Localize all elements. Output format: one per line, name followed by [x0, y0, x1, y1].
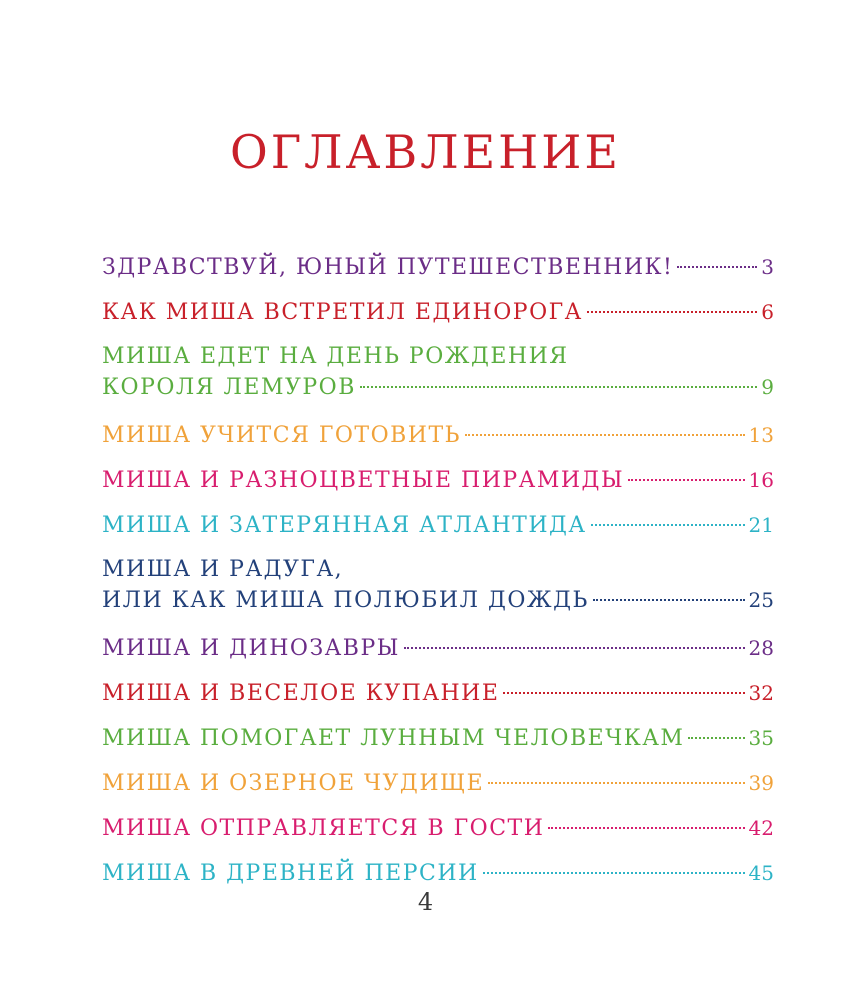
- toc-entry-row: [102, 297, 774, 328]
- toc-entry-title-line1: МИША ЕДЕТ НА ДЕНЬ РОЖДЕНИЯ: [102, 344, 569, 369]
- toc-entry[interactable]: [102, 633, 774, 664]
- toc-entry-title: МИША И ЗАТЕРЯННАЯ АТЛАНТИДА: [102, 513, 587, 538]
- toc-entry-row: [102, 723, 774, 754]
- toc-entry-title: МИША И ВЕСЕЛОЕ КУПАНИЕ: [102, 681, 500, 706]
- toc-entry-row: [102, 678, 774, 709]
- toc-entry-title: МИША УЧИТСЯ ГОТОВИТЬ: [102, 423, 461, 448]
- dot-leader: [548, 827, 744, 829]
- dot-leader: [688, 737, 744, 739]
- toc-entry-page-number: 13: [748, 423, 774, 447]
- toc-entry-row: [102, 372, 774, 403]
- toc-entry-page-number: 21: [748, 513, 774, 537]
- toc-entry-row: [102, 465, 774, 496]
- toc-entry-page-number: 9: [761, 375, 774, 399]
- toc-entry-title: КАК МИША ВСТРЕТИЛ ЕДИНОРОГА: [102, 300, 583, 325]
- dot-leader: [465, 434, 745, 436]
- toc-entry-title-line1: МИША И РАДУГА,: [102, 557, 344, 582]
- toc-entry-page-number: 45: [748, 861, 774, 885]
- toc-entry[interactable]: [102, 297, 774, 328]
- toc-entry[interactable]: [102, 723, 774, 754]
- toc-entry[interactable]: [102, 858, 774, 889]
- toc-entry-page-number: 3: [761, 255, 774, 279]
- toc-entry-title: МИША ОТПРАВЛЯЕТСЯ В ГОСТИ: [102, 816, 545, 841]
- toc-entry-row: [102, 420, 774, 451]
- toc-entry[interactable]: [102, 342, 774, 403]
- toc-entry[interactable]: [102, 768, 774, 799]
- dot-leader: [587, 311, 757, 313]
- toc-entry[interactable]: [102, 252, 774, 283]
- toc-entry-row: [102, 633, 774, 664]
- dot-leader: [677, 266, 757, 268]
- toc-entry-page-number: 39: [748, 771, 774, 795]
- toc-entry-row: [102, 813, 774, 844]
- dot-leader: [404, 647, 745, 649]
- toc-entry-page-number: 42: [748, 816, 774, 840]
- toc-entry-title: МИША ПОМОГАЕТ ЛУННЫМ ЧЕЛОВЕЧКАМ: [102, 726, 685, 751]
- page-number: 4: [417, 888, 434, 916]
- page-title: ОГЛАВЛЕНИЕ: [230, 125, 621, 179]
- toc-entry-page-number: 25: [748, 588, 774, 612]
- dot-leader: [591, 524, 745, 526]
- toc-entry[interactable]: [102, 510, 774, 541]
- toc-entry-row: [102, 510, 774, 541]
- toc-entry-title: МИША И ДИНОЗАВРЫ: [102, 636, 400, 661]
- toc-entry-row: [102, 585, 774, 616]
- toc-entry[interactable]: [102, 813, 774, 844]
- toc-entry[interactable]: [102, 678, 774, 709]
- dot-leader: [628, 479, 744, 481]
- toc-entry-row: [102, 252, 774, 283]
- toc-entry-page-number: 32: [748, 681, 774, 705]
- dot-leader: [503, 692, 744, 694]
- toc-entry-page-number: 6: [761, 300, 774, 324]
- toc-entry-title: ИЛИ КАК МИША ПОЛЮБИЛ ДОЖДЬ: [102, 588, 589, 613]
- toc-entry-title: МИША И ОЗЕРНОЕ ЧУДИЩЕ: [102, 771, 485, 796]
- toc-entry-page-number: 35: [748, 726, 774, 750]
- toc-entry[interactable]: [102, 420, 774, 451]
- toc-entry-title: МИША И РАЗНОЦВЕТНЫЕ ПИРАМИДЫ: [102, 468, 625, 493]
- toc-entry[interactable]: [102, 465, 774, 496]
- toc-entry-page-number: 16: [748, 468, 774, 492]
- dot-leader: [483, 872, 745, 874]
- toc-entry-row: [102, 858, 774, 889]
- toc-entry-title: МИША В ДРЕВНЕЙ ПЕРСИИ: [102, 861, 479, 886]
- toc-entry-page-number: 28: [748, 636, 774, 660]
- toc-entry-row: [102, 768, 774, 799]
- dot-leader: [360, 386, 757, 388]
- dot-leader: [488, 782, 744, 784]
- toc-entry[interactable]: [102, 555, 774, 616]
- dot-leader: [593, 599, 745, 601]
- toc-entry-title: КОРОЛЯ ЛЕМУРОВ: [102, 375, 356, 400]
- toc-entry-title: ЗДРАВСТВУЙ, ЮНЫЙ ПУТЕШЕСТВЕННИК!: [102, 255, 674, 280]
